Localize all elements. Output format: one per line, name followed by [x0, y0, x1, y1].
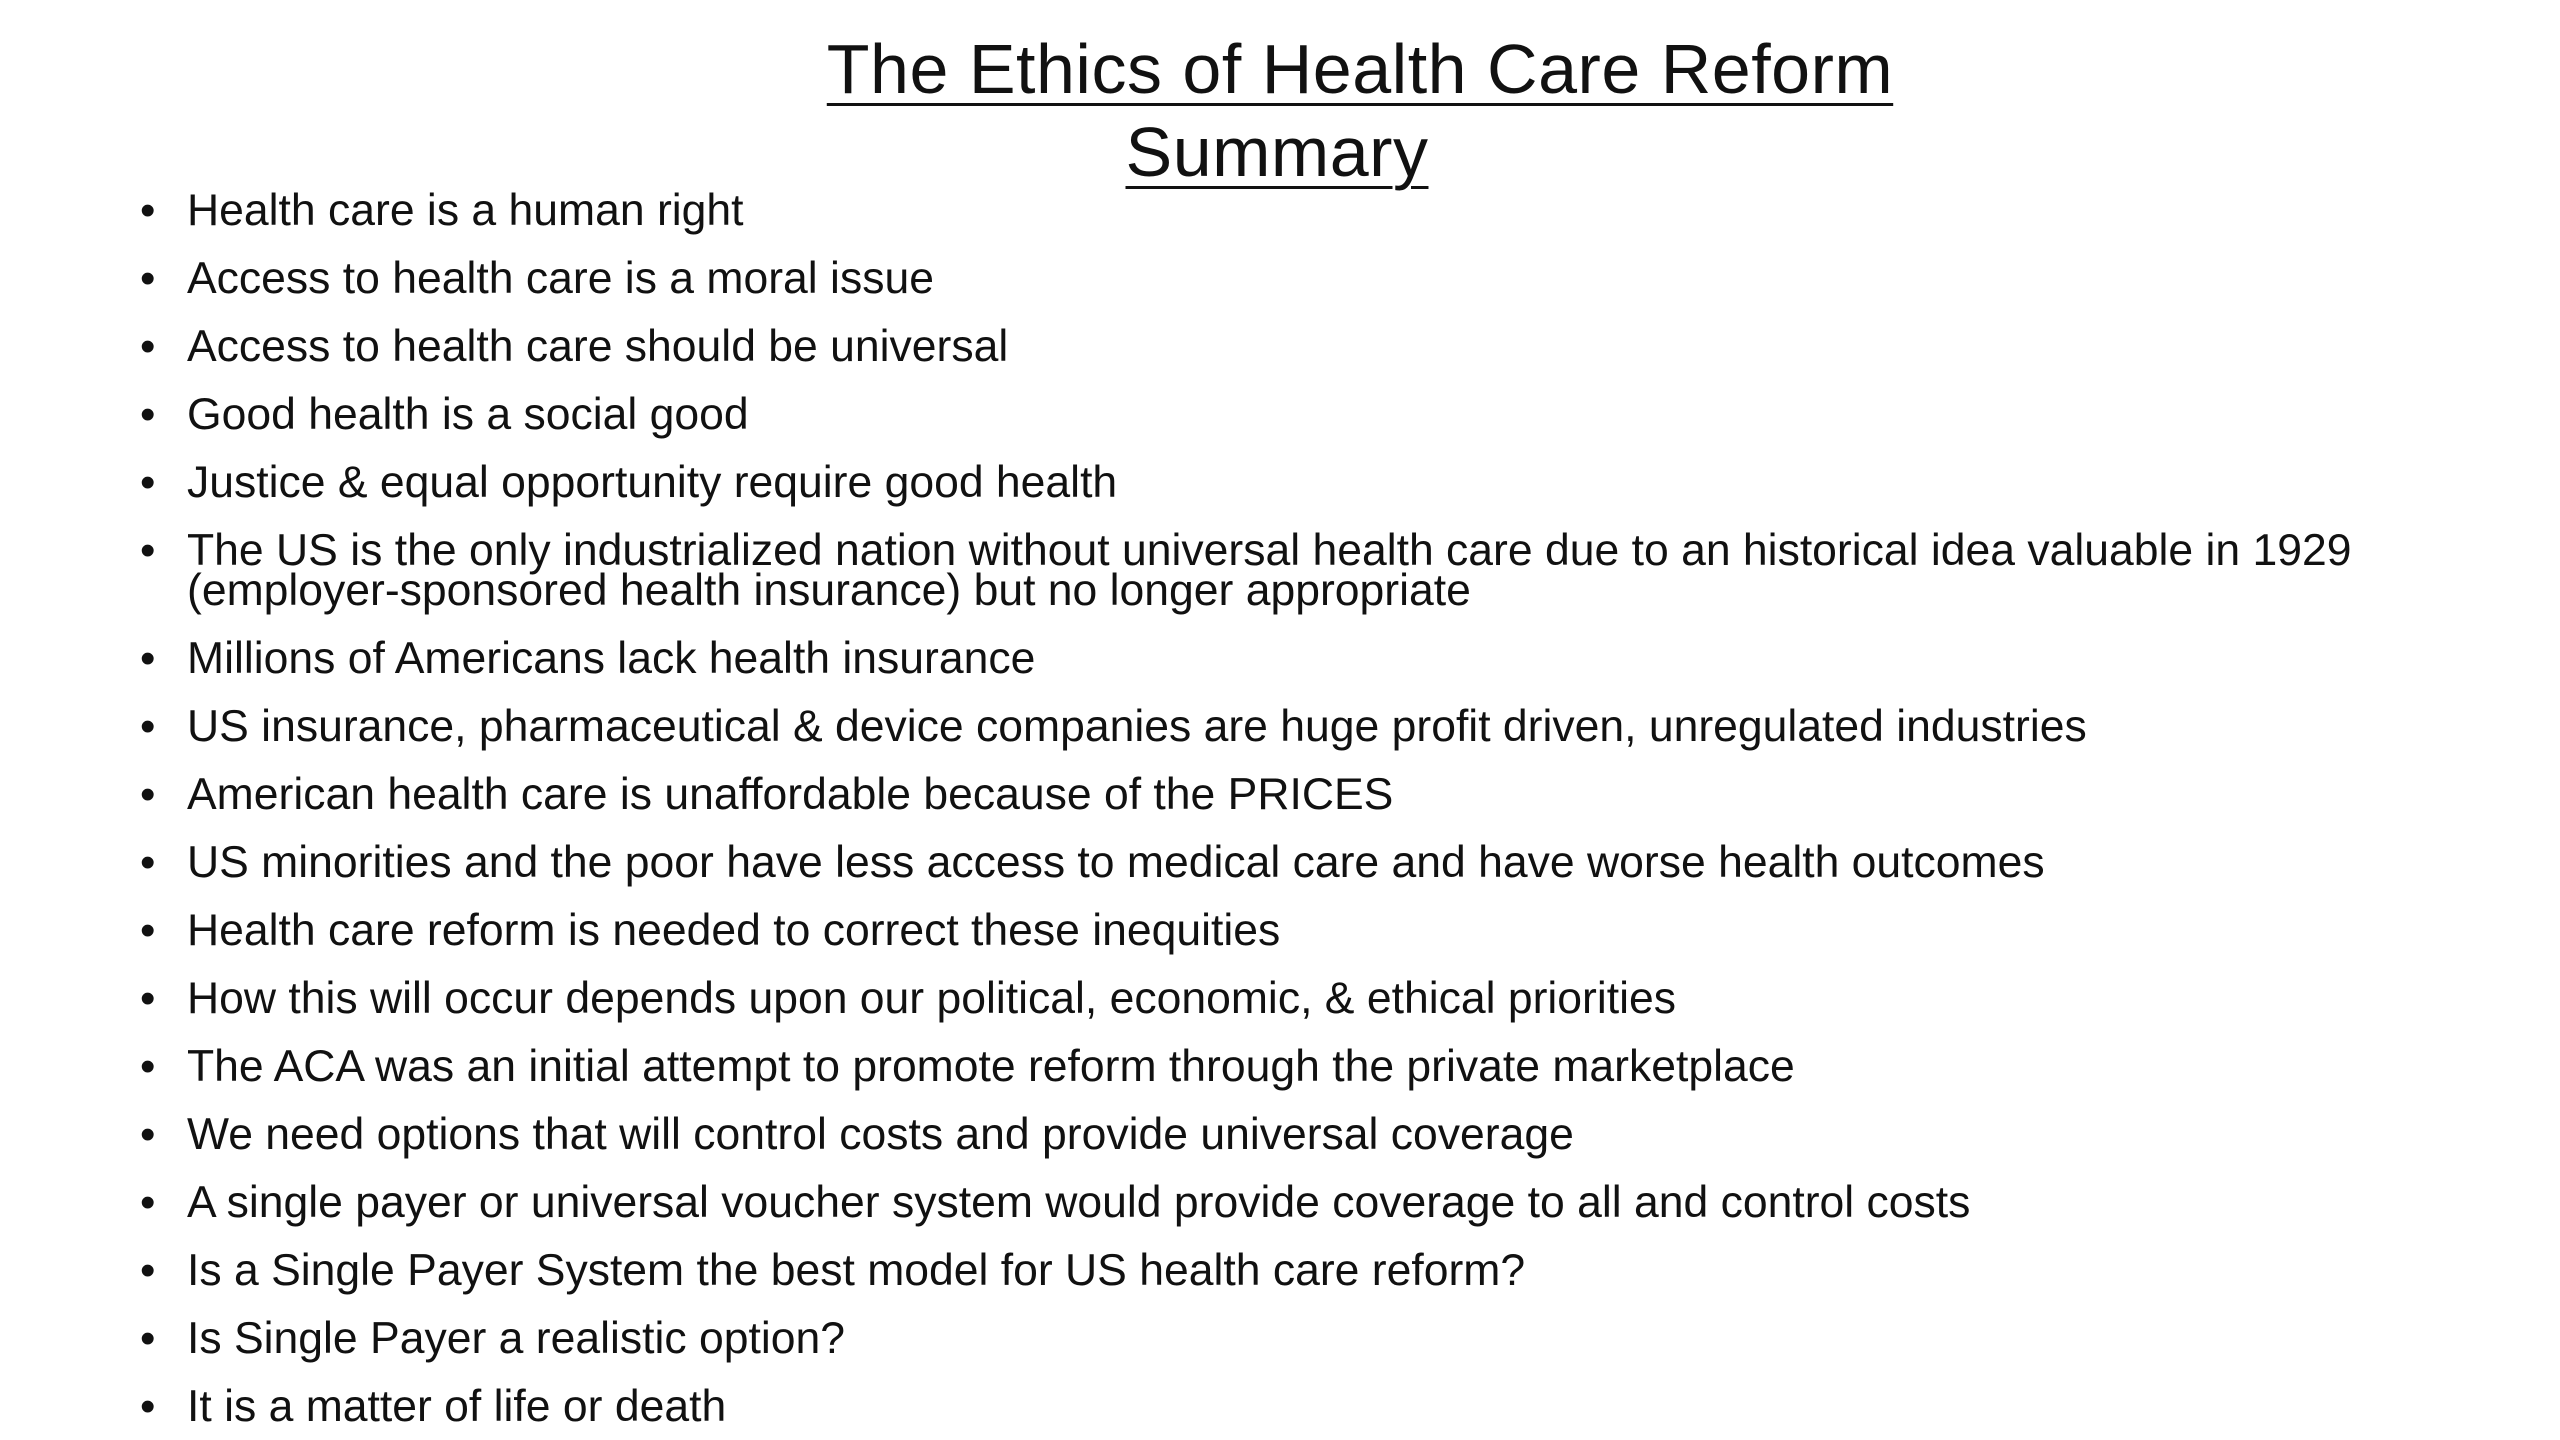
bullet-icon: • [140, 322, 156, 371]
bullet-icon: • [140, 458, 156, 507]
bullet-text: American health care is unaffordable because of the PRICES [187, 770, 1394, 819]
bullet-item [140, 1110, 2440, 1159]
bullet-icon: • [140, 254, 156, 303]
bullet-item [140, 906, 2440, 955]
bullet-text: How this will occur depends upon our political, economic, & ethical priorities [187, 974, 1676, 1023]
bullet-text: Health care is a human right [187, 186, 744, 235]
bullet-item [140, 770, 2440, 819]
bullet-text: Access to health care is a moral issue [187, 254, 934, 303]
bullet-item [140, 838, 2440, 887]
bullet-item [140, 702, 2440, 751]
bullet-icon: • [140, 526, 156, 575]
bullet-text: US minorities and the poor have less access to medical care and have worse health outcomes [187, 838, 2045, 887]
bullet-text: It is a matter of life or death [187, 1382, 727, 1431]
title-main: The Ethics of Health Care Reform [826, 30, 1894, 108]
bullet-icon: • [140, 186, 156, 235]
bullet-icon: • [140, 1246, 156, 1295]
bullet-item [140, 526, 2440, 615]
bullet-text: Justice & equal opportunity require good health [187, 458, 1118, 507]
title-line-1 [80, 28, 2560, 111]
bullet-icon: • [140, 634, 156, 683]
bullet-item [140, 1246, 2440, 1295]
bullet-item [140, 1314, 2440, 1363]
bullet-icon: • [140, 1178, 156, 1227]
bullet-item [140, 634, 2440, 683]
bullet-text: A single payer or universal voucher system would provide coverage to all and control costs [187, 1178, 1971, 1227]
bullet-text: US insurance, pharmaceutical & device companies are huge profit driven, unregulated industries [187, 702, 2087, 751]
bullet-item [140, 186, 2440, 235]
bullet-icon: • [140, 390, 156, 439]
bullet-item [140, 1178, 2440, 1227]
bullet-text: Is a Single Payer System the best model for US health care reform? [187, 1246, 1526, 1295]
bullet-text: Health care reform is needed to correct these inequities [187, 906, 1281, 955]
bullet-icon: • [140, 702, 156, 751]
bullet-icon: • [140, 838, 156, 887]
bullet-icon: • [140, 1110, 156, 1159]
bullet-item [140, 254, 2440, 303]
bullet-text: Good health is a social good [187, 390, 749, 439]
bullet-item [140, 322, 2440, 371]
bullet-icon: • [140, 906, 156, 955]
bullet-list [140, 186, 2440, 1440]
bullet-text: Millions of Americans lack health insurance [187, 634, 1036, 683]
bullet-item [140, 458, 2440, 507]
bullet-item [140, 1042, 2440, 1091]
bullet-text: Access to health care should be universal [187, 322, 1009, 371]
bullet-text: Is Single Payer a realistic option? [187, 1314, 845, 1363]
bullet-icon: • [140, 1382, 156, 1431]
slide-title [0, 28, 2560, 194]
bullet-icon: • [140, 974, 156, 1023]
bullet-icon: • [140, 1314, 156, 1363]
bullet-item [140, 390, 2440, 439]
bullet-icon: • [140, 770, 156, 819]
bullet-icon: • [140, 1042, 156, 1091]
bullet-item [140, 974, 2440, 1023]
bullet-text: The US is the only industrialized nation without universal health care due to an historical idea valuable in 1929 (employer-sponsored health insurance) but no longer appropriate [187, 526, 2352, 615]
title-line-2 [0, 111, 2557, 194]
bullet-text: The ACA was an initial attempt to promote reform through the private marketplace [187, 1042, 1795, 1091]
title-subtitle: Summary [1125, 113, 1429, 191]
bullet-item [140, 1382, 2440, 1431]
bullet-text: We need options that will control costs and provide universal coverage [187, 1110, 1574, 1159]
